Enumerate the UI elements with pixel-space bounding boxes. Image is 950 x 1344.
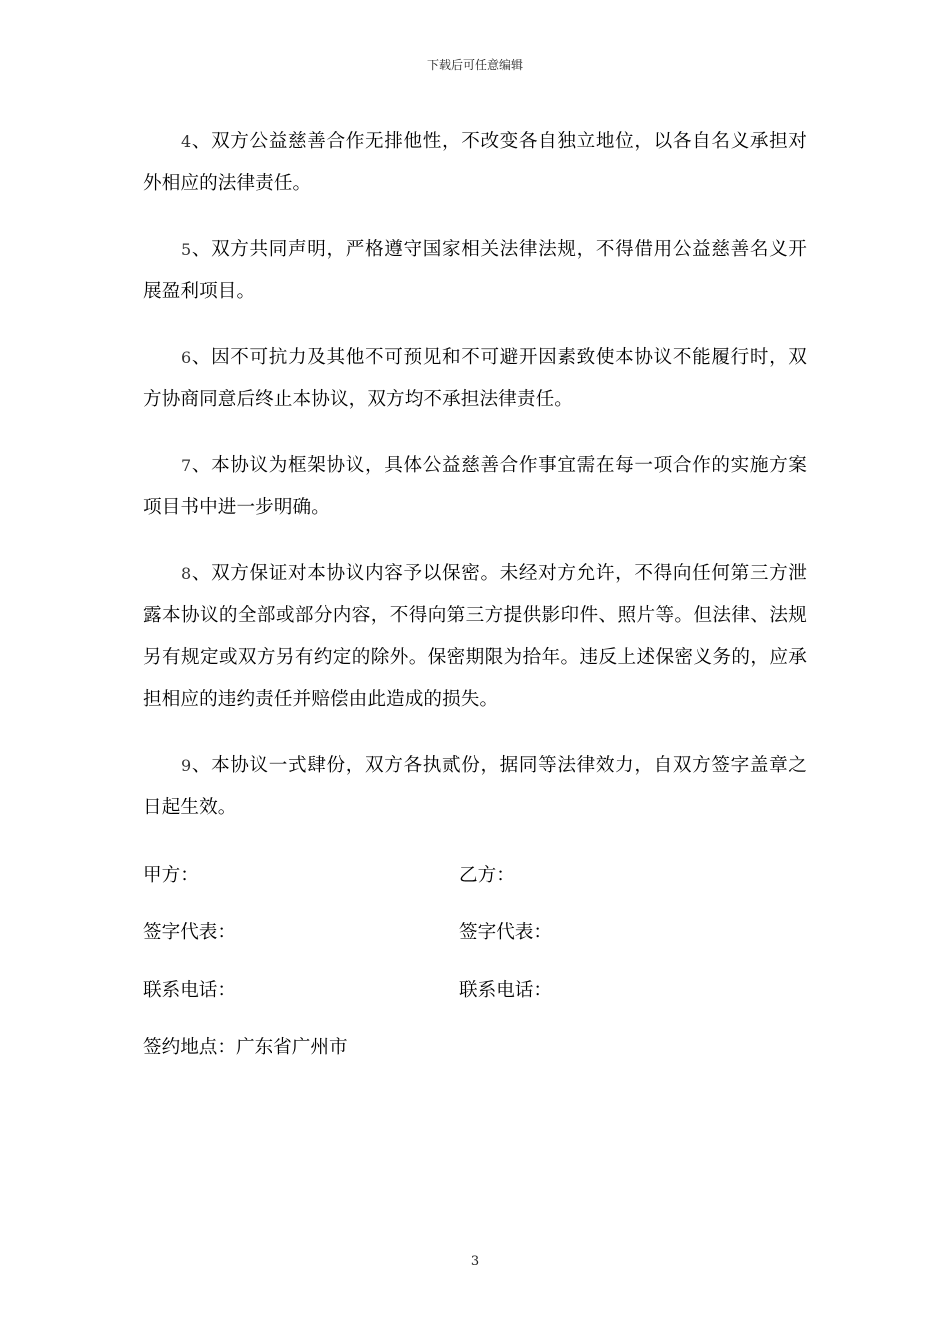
clause-4 (143, 121, 807, 205)
page-number: 3 (470, 1254, 480, 1269)
clause-6 (143, 337, 807, 421)
clause-number: 4 (181, 132, 192, 151)
clause-text: 、本协议一式肆份，双方各执贰份，据同等法律效力，自双方签字盖章之日起生效。 (143, 755, 807, 818)
header-note: 下载后可任意编辑 (426, 58, 523, 72)
clause-number: 6 (181, 348, 192, 367)
party-b-representative-label: 签字代表： (459, 922, 552, 943)
clause-text: 、因不可抗力及其他不可预见和不可避开因素致使本协议不能履行时，双方协商同意后终止本协议，双方均不承担法律责任。 (143, 347, 807, 410)
party-a-representative-label: 签字代表： (143, 922, 236, 943)
party-a-phone-label: 联系电话： (143, 980, 236, 1001)
clause-text: 、本协议为框架协议，具体公益慈善合作事宜需在每一项合作的实施方案项目书中进一步明确。 (143, 455, 807, 518)
clause-9 (143, 745, 807, 829)
clause-number: 5 (181, 240, 192, 259)
party-a-label: 甲方： (143, 865, 199, 886)
clause-8 (143, 553, 807, 721)
party-b-label: 乙方： (459, 865, 515, 886)
clause-text: 、双方保证对本协议内容予以保密。未经对方允许，不得向任何第三方泄露本协议的全部或部分内容，不得向第三方提供影印件、照片等。但法律、法规另有规定或双方另有约定的除外。保密期限为拾年。违反上述保密义务的，应承担相应的违约责任并赔偿由此造成的损失。 (143, 563, 807, 710)
clause-number: 9 (181, 756, 192, 775)
clause-number: 7 (181, 456, 192, 475)
clause-text: 、双方共同声明，严格遵守国家相关法律法规，不得借用公益慈善名义开展盈利项目。 (143, 239, 807, 302)
clause-list (143, 121, 807, 853)
party-b-phone-label: 联系电话： (459, 980, 552, 1001)
clause-text: 、双方公益慈善合作无排他性，不改变各自独立地位，以各自名义承担对外相应的法律责任。 (143, 131, 807, 194)
signing-location: 签约地点：广东省广州市 (143, 1037, 348, 1058)
clause-7 (143, 445, 807, 529)
clause-number: 8 (181, 564, 192, 583)
clause-5 (143, 229, 807, 313)
